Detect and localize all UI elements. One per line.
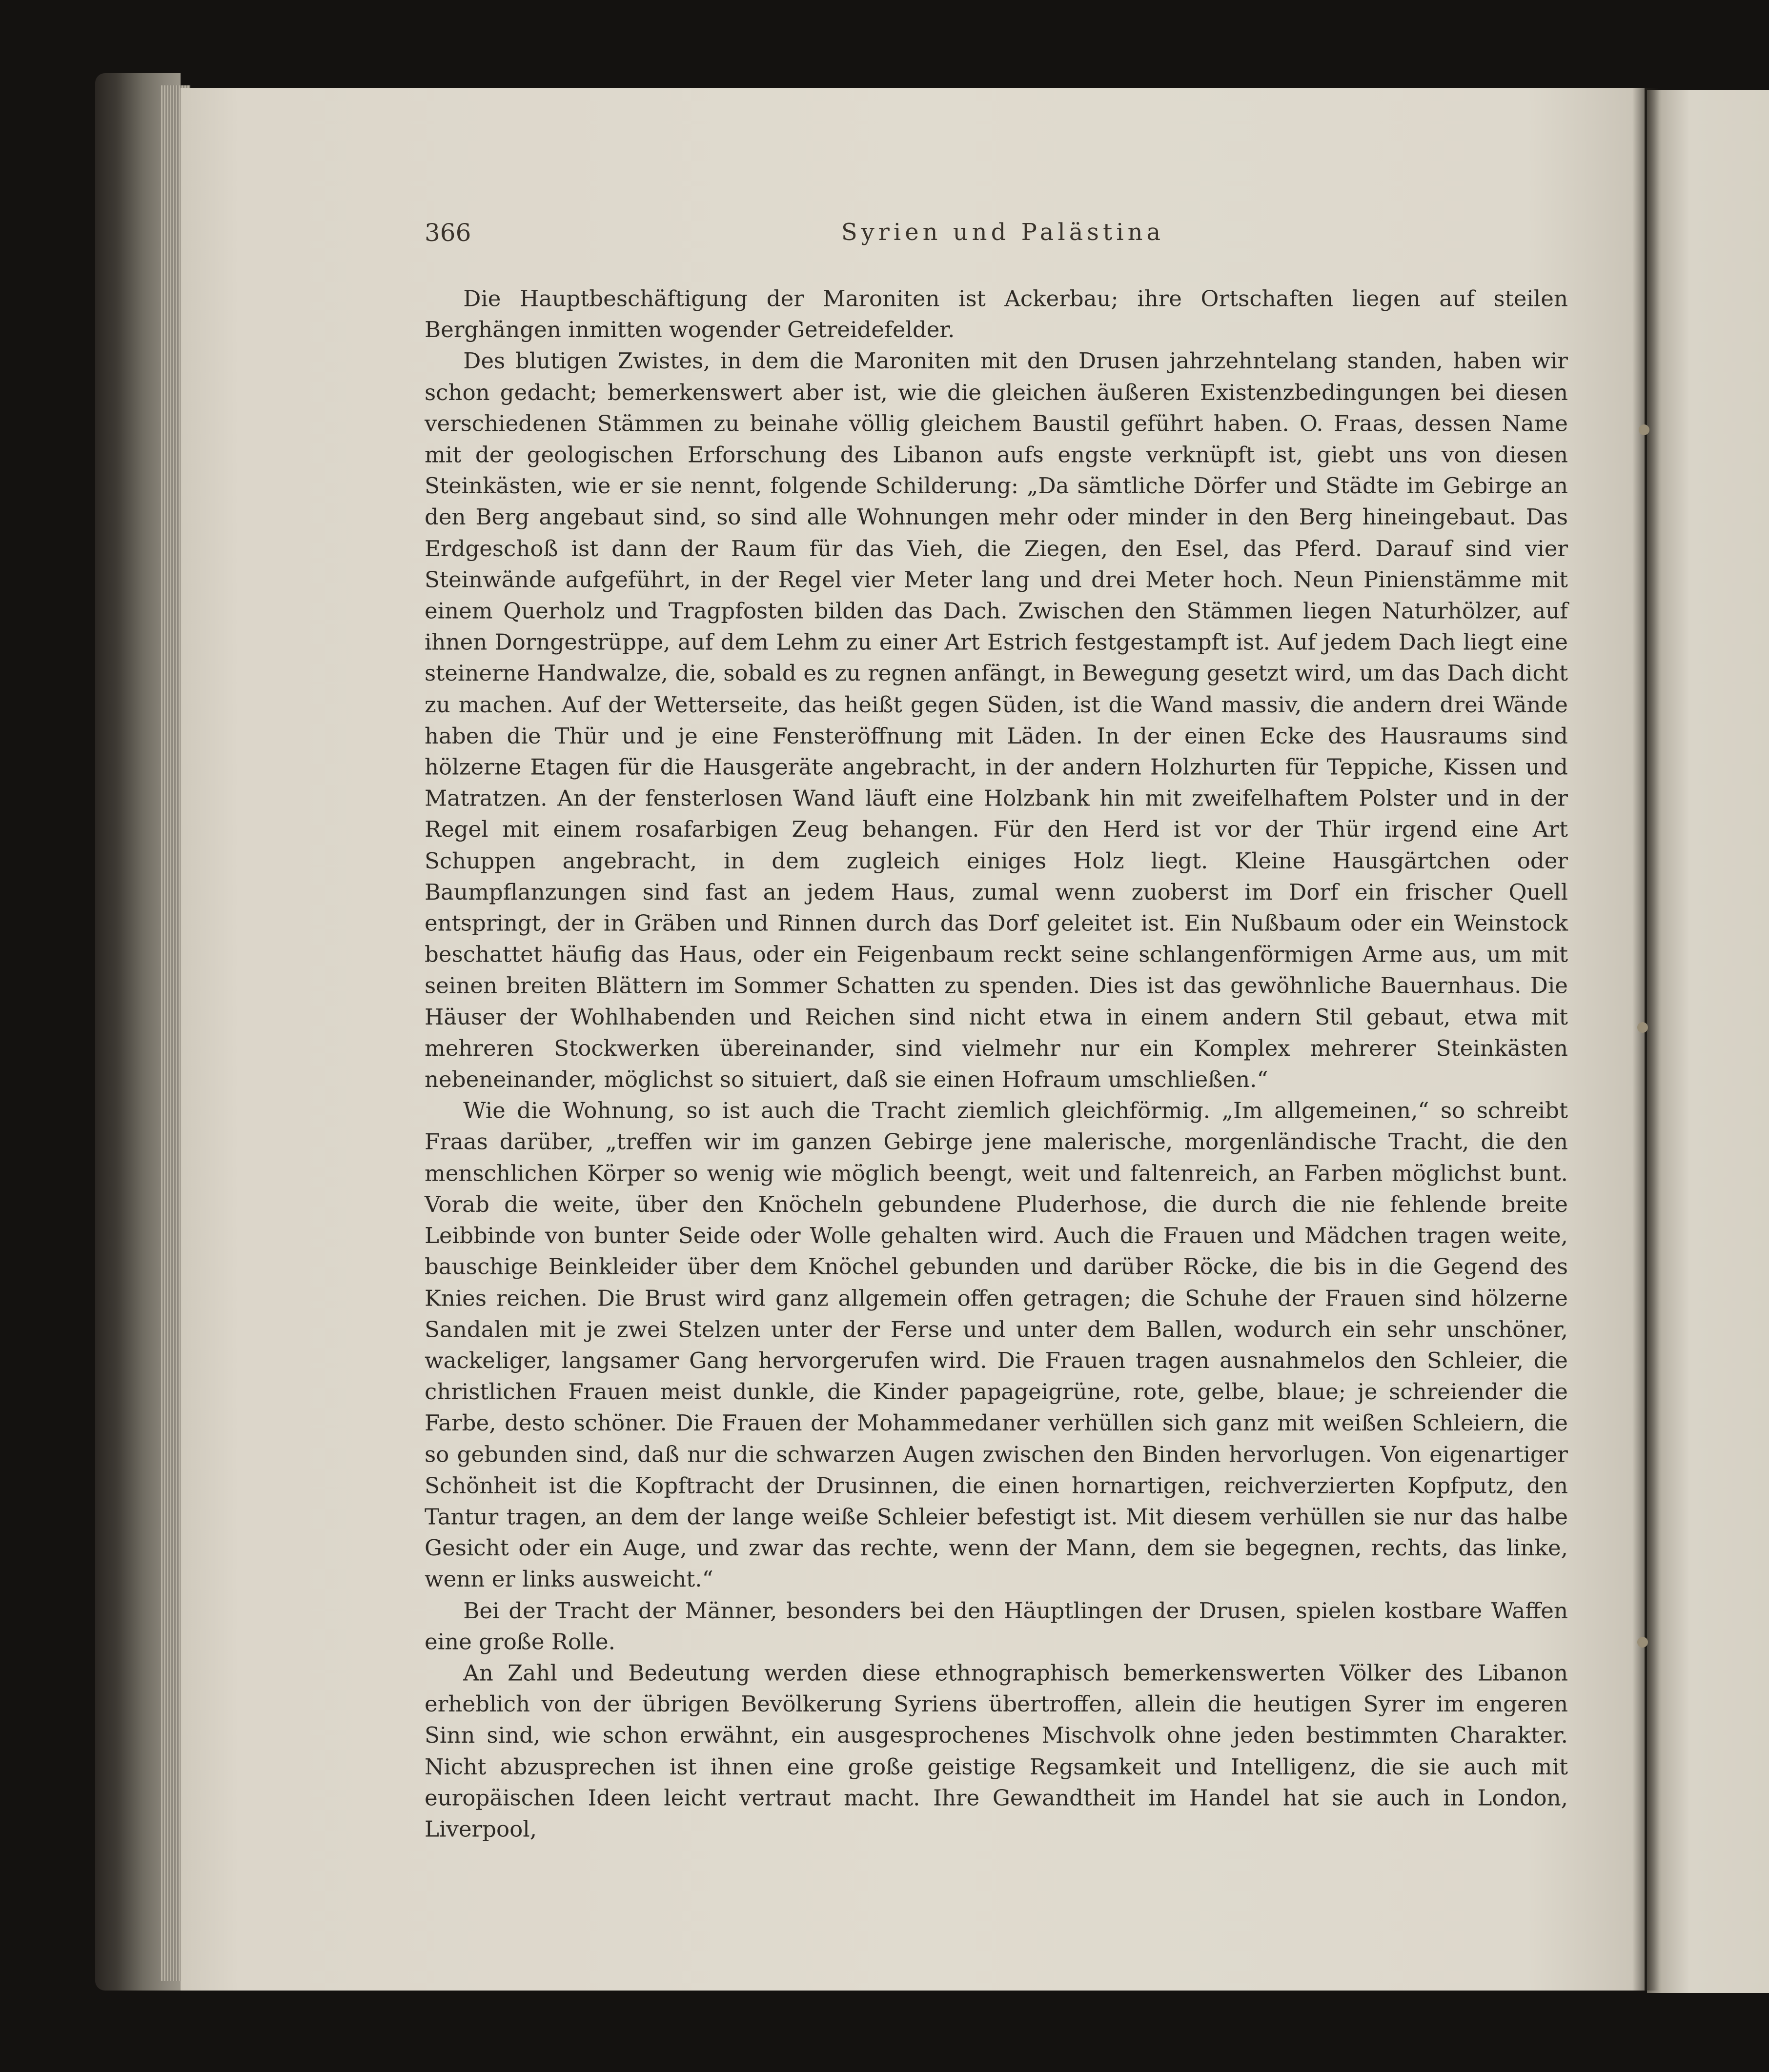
facing-page-edge <box>1647 90 1769 1993</box>
paragraph: An Zahl und Bedeutung werden diese ethnographisch bemerkenswerten Völker des Libanon erheblich von der übrigen Bevölkerung Syriens übertroffen, allein die heutigen Syrer im engeren Sinn sind, wie schon erwähnt, ein ausgesprochenes Mischvolk ohne jeden bestimmten Charakter. Nicht abzusprechen ist ihnen eine große geistige Regsamkeit und Intelligenz, die sie auch mit europäischen Ideen leicht vertraut macht. Ihre Gewandtheit im Handel hat sie auch in London, Liverpool, <box>425 1660 1568 1842</box>
paragraph: Bei der Tracht der Männer, besonders bei den Häuptlingen der Drusen, spielen kostbare Waffen eine große Rolle. <box>425 1597 1568 1655</box>
paper-spot <box>1639 424 1649 435</box>
paragraph: Des blutigen Zwistes, in dem die Maroniten mit den Drusen jahrzehntelang standen, haben wir schon gedacht; bemerkenswert aber ist, wie die gleichen äußeren Existenzbedingungen bei diesen verschiedenen Stämmen zu beinahe völlig gleichem Baustil geführt haben. O. Fraas, dessen Name mit der geologischen Erforschung des Libanon aufs engste verknüpft ist, giebt uns von diesen Steinkästen, wie er sie nennt, folgende Schilderung: „Da sämtliche Dörfer und Städte im Gebirge an den Berg angebaut sind, so sind alle Wohnungen mehr oder minder in den Berg hineingebaut. Das Erdgeschoß ist dann der Raum für das Vieh, die Ziegen, den Esel, das Pferd. Darauf sind vier Steinwände aufgeführt, in der Regel vier Meter lang und drei Meter hoch. Neun Pinienstämme mit einem Querholz und Tragpfosten bilden das Dach. Zwischen den Stämmen liegen Naturhölzer, auf ihnen Dorngestrüppe, auf dem Lehm zu einer Art Estrich festgestampft ist. Auf jedem Dach liegt eine steinerne Handwalze, die, sobald es zu regnen anfängt, in Bewegung gesetzt wird, um das Dach dicht zu machen. Auf der Wetterseite, das heißt gegen Süden, ist die Wand massiv, die andern drei Wände haben die Thür und je eine Fensteröffnung mit Läden. In der einen Ecke des Hausraums sind hölzerne Etagen für die Hausgeräte angebracht, in der andern Holzhurten für Teppiche, Kissen und Matratzen. An der fensterlosen Wand läuft eine Holzbank hin mit zweifelhaftem Polster und in der Regel mit einem rosafarbigen Zeug behangen. Für den Herd ist vor der Thür irgend eine Art Schuppen angebracht, in dem zugleich einiges Holz liegt. Kleine Hausgärtchen oder Baumpflanzungen sind fast an jedem Haus, zumal wenn zuoberst im Dorf ein frischer Quell entspringt, der in Gräben und Rinnen durch das Dorf geleitet ist. Ein Nußbaum oder ein Weinstock beschattet häufig das Haus, oder ein Feigenbaum reckt seine schlangenförmigen Arme aus, um mit seinen breiten Blättern im Sommer Schatten zu spenden. Dies ist das gewöhnliche Bauernhaus. Die Häuser der Wohlhabenden und Reichen sind nicht etwa in einem andern Stil gebaut, etwa mit mehreren Stockwerken übereinander, sind vielmehr nur ein Komplex mehrerer Steinkästen nebeneinander, möglichst so situiert, daß sie einen Hofraum umschließen.“ <box>425 348 1568 1092</box>
page-gutter <box>1632 88 1659 1991</box>
paragraph: Die Hauptbeschäftigung der Maroniten ist Ackerbau; ihre Ortschaften liegen auf steilen Berghängen inmitten wogender Getreidefelder. <box>425 285 1568 343</box>
page-header <box>425 219 1581 253</box>
paper-spot <box>1637 1022 1648 1033</box>
page-number: 366 <box>425 219 471 247</box>
running-title: Syrien und Palästina <box>841 219 1165 246</box>
paragraph: Wie die Wohnung, so ist auch die Tracht ziemlich gleichförmig. „Im allgemeinen,“ so schreibt Fraas darüber, „treffen wir im ganzen Gebirge jene malerische, morgenländische Tracht, die den menschlichen Körper so wenig wie möglich beengt, weit und faltenreich, an Farben möglichst bunt. Vorab die weite, über den Knöcheln gebundene Pluderhose, die durch die nie fehlende breite Leibbinde von bunter Seide oder Wolle gehalten wird. Auch die Frauen und Mädchen tragen weite, bauschige Beinkleider über dem Knöchel gebunden und darüber Röcke, die bis in die Gegend des Knies reichen. Die Brust wird ganz allgemein offen getragen; die Schuhe der Frauen sind hölzerne Sandalen mit je zwei Stelzen unter der Ferse und unter dem Ballen, wodurch ein sehr unschöner, wackeliger, langsamer Gang hervorgerufen wird. Die Frauen tragen ausnahmelos den Schleier, die christlichen Frauen meist dunkle, die Kinder papageigrüne, rote, gelbe, blaue; je schreiender die Farbe, desto schöner. Die Frauen der Mohammedaner verhüllen sich ganz mit weißen Schleiern, die so gebunden sind, daß nur die schwarzen Augen zwischen den Binden hervorlugen. Von eigenartiger Schönheit ist die Kopftracht der Drusinnen, die einen hornartigen, reichverzierten Kopfputz, den Tantur tragen, an dem der lange weiße Schleier befestigt ist. Mit diesem verhüllen sie nur das halbe Gesicht oder ein Auge, und zwar das rechte, wenn der Mann, dem sie begegnen, rechts, das linke, wenn er links ausweicht.“ <box>425 1098 1568 1592</box>
paper-spot <box>1637 1637 1648 1648</box>
body-text <box>425 283 1568 1845</box>
